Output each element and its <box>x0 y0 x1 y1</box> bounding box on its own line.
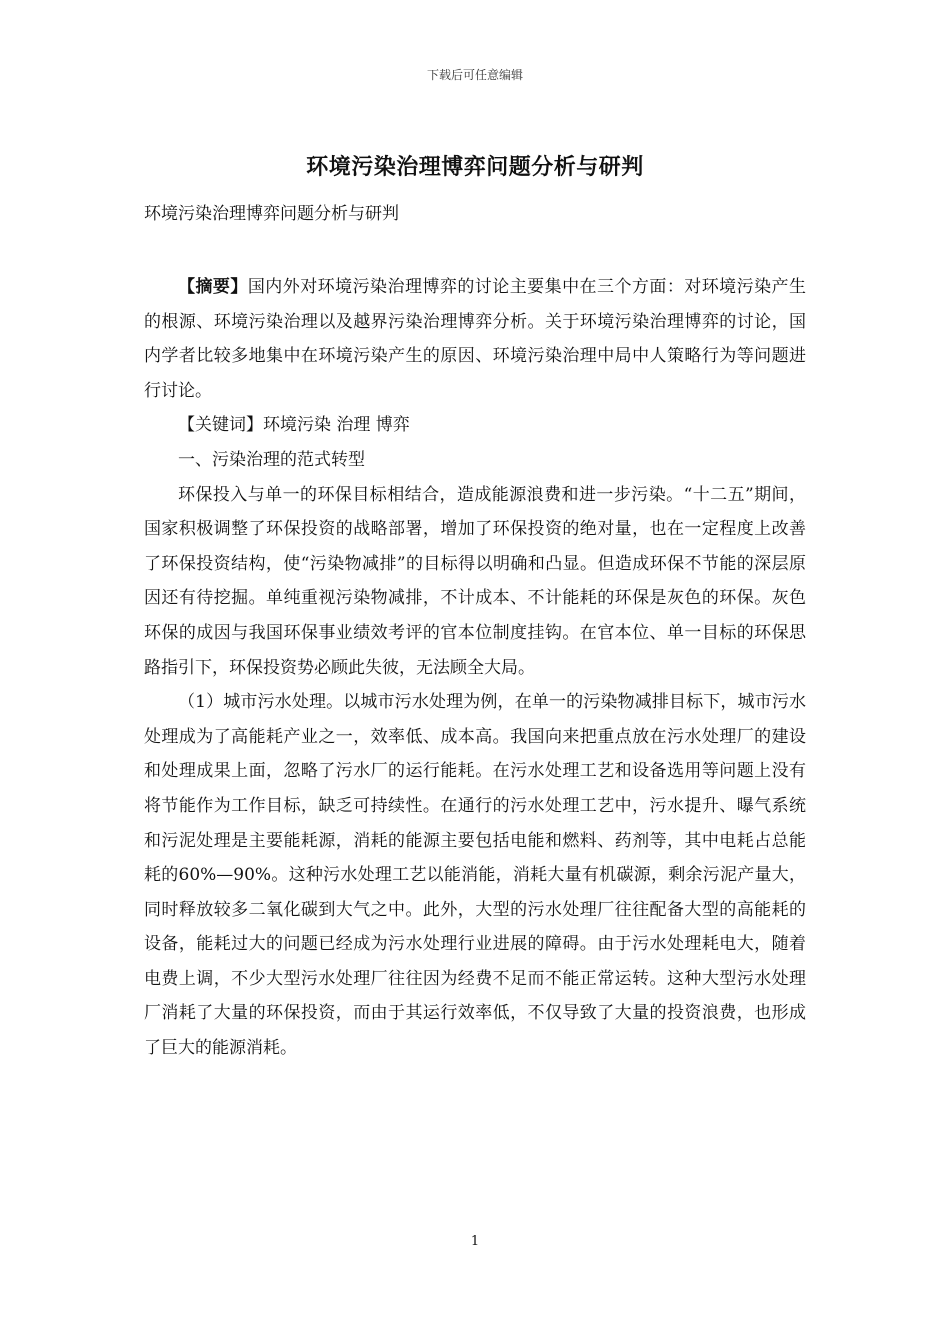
section-heading: 一、污染治理的范式转型 <box>178 449 365 470</box>
document-title: 环境污染治理博弈问题分析与研判 <box>306 154 644 180</box>
page-number: 1 <box>470 1234 480 1249</box>
abstract-paragraph <box>144 270 806 408</box>
document-subtitle: 环境污染治理博弈问题分析与研判 <box>144 204 399 224</box>
body-paragraph-2: （1）城市污水处理。以城市污水处理为例，在单一的污染物减排目标下，城市污水处理成为了高能耗产业之一，效率低、成本高。我国向来把重点放在污水处理厂的建设和处理成果上面，忽略了污水厂的运行能耗。在污水处理工艺和设备选用等问题上没有将节能作为工作目标，缺乏可持续性。在通行的污水处理工艺中，污水提升、曝气系统和污泥处理是主要能耗源，消耗的能源主要包括电能和燃料、药剂等，其中电耗占总能耗的60%—90%。这种污水处理工艺以能消能，消耗大量有机碳源，剩余污泥产量大，同时释放较多二氧化碳到大气之中。此外，大型的污水处理厂往往配备大型的高能耗的设备，能耗过大的问题已经成为污水处理行业进展的障碍。由于污水处理耗电大，随着电费上调，不少大型污水处理厂往往因为经费不足而不能正常运转。这种大型污水处理厂消耗了大量的环保投资，而由于其运行效率低，不仅导致了大量的投资浪费，也形成了巨大的能源消耗。 <box>144 692 806 1059</box>
keywords-label: 【关键词】 <box>178 415 263 436</box>
body-paragraph-1: 环保投入与单一的环保目标相结合，造成能源浪费和进一步污染。“十二五”期间，国家积极调整了环保投资的战略部署，增加了环保投资的绝对量，也在一定程度上改善了环保投资结构，使“污染物减排”的目标得以明确和凸显。但造成环保不节能的深层原因还有待挖掘。单纯重视污染物减排，不计成本、不计能耗的环保是灰色的环保。灰色环保的成因与我国环保事业绩效考评的官本位制度挂钩。在官本位、单一目标的环保思路指引下，环保投资势必顾此失彼，无法顾全大局。 <box>144 484 806 678</box>
header-note: 下载后可任意编辑 <box>426 68 523 82</box>
keywords-text: 环境污染 治理 博弈 <box>263 415 410 436</box>
keywords-paragraph <box>144 408 806 443</box>
document-body <box>144 270 806 1066</box>
abstract-text: 国内外对环境污染治理博弈的讨论主要集中在三个方面：对环境污染产生的根源、环境污染治理以及越界污染治理博弈分析。关于环境污染治理博弈的讨论，国内学者比较多地集中在环境污染产生的原因、环境污染治理中局中人策略行为等问题进行讨论。 <box>144 277 807 401</box>
abstract-label: 【摘要】 <box>178 277 248 297</box>
